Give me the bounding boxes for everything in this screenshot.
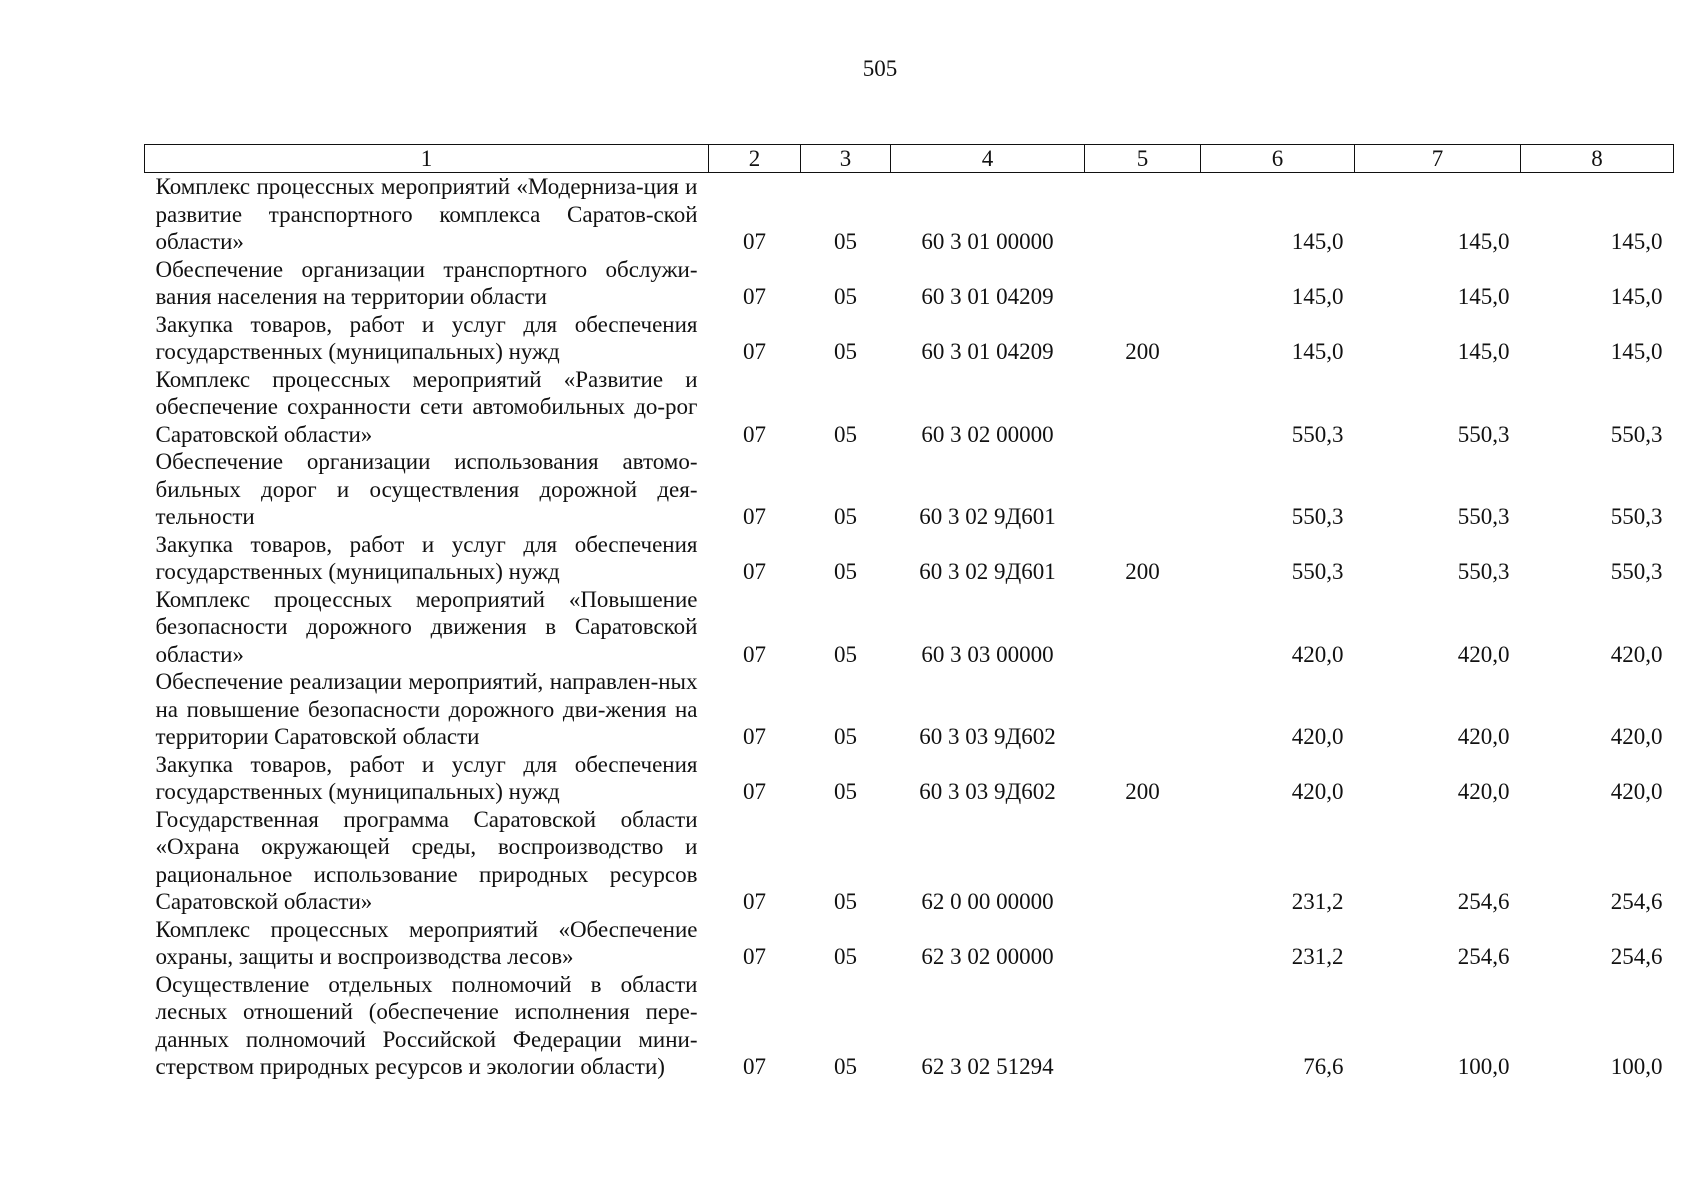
amount-col-6: 420,0: [1291, 779, 1344, 804]
table-row: [145, 448, 1674, 531]
amount-col-6: 550,3: [1291, 504, 1344, 529]
amount-col-6: 231,2: [1291, 889, 1344, 914]
target-article-code: 62 0 00 00000: [921, 889, 1054, 914]
section-code: 07: [743, 724, 766, 749]
amount-col-7: 145,0: [1457, 229, 1510, 254]
section-code: 07: [743, 1054, 766, 1079]
column-header-3: 3: [801, 145, 891, 173]
row-name: Комплекс процессных мероприятий «Обеспечение охраны, защиты и воспроизводства лесов»: [155, 916, 698, 969]
amount-col-8: 254,6: [1610, 889, 1663, 914]
amount-col-6: 145,0: [1291, 284, 1344, 309]
row-name: Закупка товаров, работ и услуг для обеспечения государственных (муниципальных) нужд: [155, 311, 698, 364]
header-row: [145, 145, 1674, 173]
amount-col-7: 550,3: [1457, 559, 1510, 584]
amount-col-6: 231,2: [1291, 944, 1344, 969]
amount-col-7: 420,0: [1457, 724, 1510, 749]
amount-col-7: 100,0: [1457, 1054, 1510, 1079]
expense-type-code: [1085, 173, 1201, 256]
subsection-code: 05: [834, 724, 857, 749]
table-row: [145, 751, 1674, 806]
subsection-code: 05: [834, 889, 857, 914]
table-row: [145, 256, 1674, 311]
subsection-code: 05: [834, 641, 857, 667]
subsection-code: 05: [834, 559, 857, 584]
column-header-5: 5: [1085, 145, 1201, 173]
subsection-code: 05: [834, 504, 857, 529]
section-code: 07: [743, 339, 766, 364]
expense-type-code: [1085, 586, 1201, 669]
subsection-code: 05: [834, 339, 857, 364]
amount-col-7: 145,0: [1457, 284, 1510, 309]
subsection-code: 05: [834, 284, 857, 309]
amount-col-8: 420,0: [1610, 779, 1663, 804]
table-row: [145, 586, 1674, 669]
table-row: [145, 668, 1674, 751]
target-article-code: 60 3 02 9Д601: [919, 504, 1056, 529]
target-article-code: 60 3 03 9Д602: [919, 724, 1056, 749]
section-code: 07: [743, 504, 766, 529]
expense-type-code: [1085, 806, 1201, 916]
row-name: Закупка товаров, работ и услуг для обеспечения государственных (муниципальных) нужд: [155, 531, 698, 584]
amount-col-8: 100,0: [1610, 1054, 1663, 1079]
amount-col-7: 254,6: [1457, 889, 1510, 914]
section-code: 07: [743, 641, 766, 667]
subsection-code: 05: [834, 944, 857, 969]
section-code: 07: [743, 779, 766, 804]
amount-col-6: 420,0: [1291, 641, 1344, 667]
row-name: Комплекс процессных мероприятий «Повышение безопасности дорожного движения в Саратовской области»: [155, 586, 698, 667]
subsection-code: 05: [834, 1054, 857, 1079]
table-row: [145, 366, 1674, 449]
expense-type-code: [1085, 668, 1201, 751]
amount-col-8: 550,3: [1610, 504, 1663, 529]
amount-col-8: 550,3: [1610, 559, 1663, 584]
amount-col-8: 420,0: [1610, 641, 1663, 667]
row-name: Осуществление отдельных полномочий в области лесных отношений (обеспечение исполнения пере-данных полномочий Российской Федерации мини-стерством природных ресурсов и экологии области): [155, 971, 698, 1079]
table-row: [145, 916, 1674, 971]
target-article-code: 60 3 02 00000: [921, 421, 1054, 447]
amount-col-7: 550,3: [1457, 504, 1510, 529]
amount-col-7: 145,0: [1457, 339, 1510, 364]
section-code: 07: [743, 421, 766, 447]
row-name: Закупка товаров, работ и услуг для обеспечения государственных (муниципальных) нужд: [155, 751, 698, 804]
amount-col-6: 550,3: [1291, 421, 1344, 447]
amount-col-6: 550,3: [1291, 559, 1344, 584]
expense-type-code: [1085, 916, 1201, 971]
row-name: Комплекс процессных мероприятий «Развитие и обеспечение сохранности сети автомобильных до-рог Саратовской области»: [155, 366, 698, 447]
expense-type-code: [1085, 448, 1201, 531]
amount-col-6: 145,0: [1291, 339, 1344, 364]
target-article-code: 60 3 01 00000: [921, 229, 1054, 254]
amount-col-8: 145,0: [1610, 229, 1663, 254]
column-header-4: 4: [891, 145, 1085, 173]
section-code: 07: [743, 229, 766, 254]
expense-type-code: 200: [1125, 779, 1160, 804]
amount-col-8: 254,6: [1610, 944, 1663, 969]
subsection-code: 05: [834, 421, 857, 447]
section-code: 07: [743, 559, 766, 584]
amount-col-8: 420,0: [1610, 724, 1663, 749]
column-header-8: 8: [1521, 145, 1674, 173]
expense-type-code: [1085, 971, 1201, 1081]
target-article-code: 60 3 01 04209: [921, 339, 1054, 364]
target-article-code: 62 3 02 00000: [921, 944, 1054, 969]
section-code: 07: [743, 284, 766, 309]
expense-type-code: [1085, 256, 1201, 311]
table-body: [145, 173, 1674, 1081]
row-name: Государственная программа Саратовской области «Охрана окружающей среды, воспроизводство и рациональное использование природных ресурсов Саратовской области»: [155, 806, 698, 914]
row-name: Обеспечение организации транспортного обслужи-вания населения на территории области: [155, 256, 698, 309]
amount-col-8: 550,3: [1610, 421, 1663, 447]
amount-col-8: 145,0: [1610, 284, 1663, 309]
amount-col-6: 76,6: [1303, 1054, 1344, 1079]
target-article-code: 60 3 02 9Д601: [919, 559, 1056, 584]
amount-col-7: 550,3: [1457, 421, 1510, 447]
table-row: [145, 531, 1674, 586]
target-article-code: 60 3 03 00000: [921, 641, 1054, 667]
row-name: Обеспечение реализации мероприятий, направлен-ных на повышение безопасности дорожного дви-жения на территории Саратовской области: [155, 669, 698, 749]
section-code: 07: [743, 944, 766, 969]
table-row: [145, 806, 1674, 916]
budget-table: [144, 144, 1674, 1081]
subsection-code: 05: [834, 229, 857, 254]
column-header-2: 2: [709, 145, 801, 173]
subsection-code: 05: [834, 779, 857, 804]
page-number: 505: [862, 56, 898, 81]
amount-col-8: 145,0: [1610, 339, 1663, 364]
target-article-code: 60 3 01 04209: [921, 284, 1054, 309]
column-header-7: 7: [1355, 145, 1521, 173]
amount-col-7: 420,0: [1457, 779, 1510, 804]
row-name: Обеспечение организации использования автомо-бильных дорог и осуществления дорожной дея-тельности: [155, 449, 698, 529]
table-row: [145, 971, 1674, 1081]
section-code: 07: [743, 889, 766, 914]
amount-col-7: 420,0: [1457, 641, 1510, 667]
table-row: [145, 311, 1674, 366]
column-header-1: 1: [145, 145, 709, 173]
table-row: [145, 173, 1674, 256]
amount-col-6: 145,0: [1291, 229, 1344, 254]
amount-col-6: 420,0: [1291, 724, 1344, 749]
target-article-code: 60 3 03 9Д602: [919, 779, 1056, 804]
target-article-code: 62 3 02 51294: [921, 1054, 1054, 1079]
amount-col-7: 254,6: [1457, 944, 1510, 969]
column-header-6: 6: [1201, 145, 1355, 173]
expense-type-code: 200: [1125, 559, 1160, 584]
row-name: Комплекс процессных мероприятий «Модерниза-ция и развитие транспортного комплекса Саратов-ской области»: [155, 174, 698, 254]
expense-type-code: [1085, 366, 1201, 449]
expense-type-code: 200: [1125, 339, 1160, 364]
